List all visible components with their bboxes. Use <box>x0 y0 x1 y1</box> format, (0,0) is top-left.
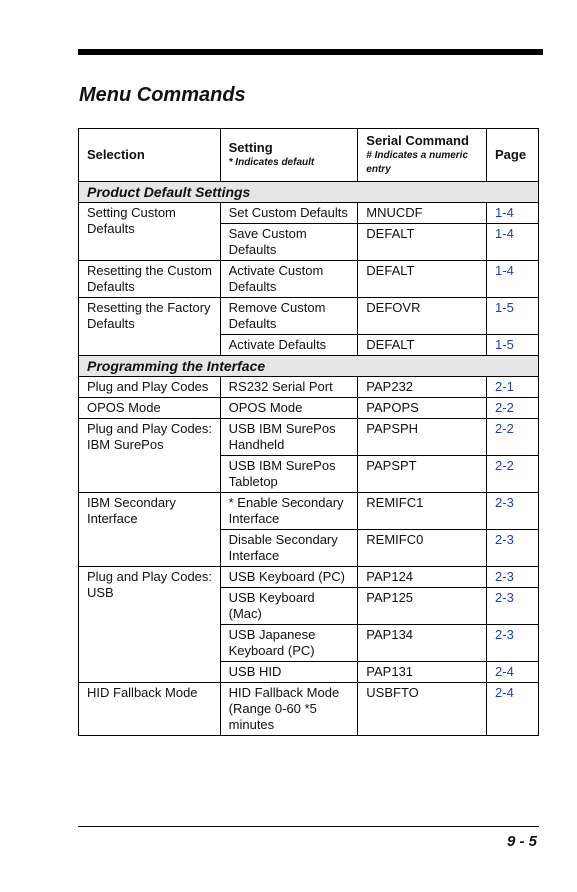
page-link[interactable]: 1-4 <box>487 261 539 298</box>
page-link[interactable]: 2-3 <box>487 493 539 530</box>
table-row <box>79 261 539 298</box>
setting-cell: USB Keyboard (PC) <box>220 567 358 588</box>
setting-cell: USB HID <box>220 662 358 683</box>
serial-command-cell: REMIFC1 <box>358 493 487 530</box>
menu-commands-table <box>78 128 539 736</box>
header-setting <box>220 129 358 182</box>
setting-cell: RS232 Serial Port <box>220 377 358 398</box>
serial-command-cell: PAP134 <box>358 625 487 662</box>
selection-cell: OPOS Mode <box>79 398 221 419</box>
page-link[interactable]: 2-2 <box>487 398 539 419</box>
setting-cell: Save Custom Defaults <box>220 224 358 261</box>
table-body <box>79 182 539 736</box>
page-link[interactable]: 2-3 <box>487 567 539 588</box>
page-link[interactable]: 2-3 <box>487 530 539 567</box>
serial-command-cell: PAPSPH <box>358 419 487 456</box>
section-header-row <box>79 356 539 377</box>
header-page: Page <box>487 129 539 182</box>
page-link[interactable]: 2-4 <box>487 662 539 683</box>
page-number: 9 - 5 <box>506 833 537 850</box>
header-serial-label: Serial Command <box>366 133 469 148</box>
serial-command-cell: MNUCDF <box>358 203 487 224</box>
page-link[interactable]: 2-1 <box>487 377 539 398</box>
selection-cell: Plug and Play Codes <box>79 377 221 398</box>
selection-cell: Setting Custom Defaults <box>79 203 221 261</box>
setting-cell: USB Japanese Keyboard (PC) <box>220 625 358 662</box>
setting-cell: Disable Secondary Interface <box>220 530 358 567</box>
setting-cell: Set Custom Defaults <box>220 203 358 224</box>
selection-cell: Plug and Play Codes: USB <box>79 567 221 683</box>
table-row <box>79 398 539 419</box>
setting-cell: HID Fallback Mode (Range 0-60 *5 minutes <box>220 683 358 736</box>
selection-cell: IBM Secondary Interface <box>79 493 221 567</box>
selection-cell: HID Fallback Mode <box>79 683 221 736</box>
setting-cell: OPOS Mode <box>220 398 358 419</box>
serial-command-cell: REMIFC0 <box>358 530 487 567</box>
page-link[interactable]: 2-3 <box>487 588 539 625</box>
page-link[interactable]: 1-4 <box>487 224 539 261</box>
setting-cell: Activate Custom Defaults <box>220 261 358 298</box>
table-row <box>79 203 539 224</box>
table-row <box>79 298 539 335</box>
serial-command-cell: PAP124 <box>358 567 487 588</box>
header-selection: Selection <box>79 129 221 182</box>
page-link[interactable]: 1-4 <box>487 203 539 224</box>
serial-command-cell: USBFTO <box>358 683 487 736</box>
table-row <box>79 567 539 588</box>
page-link[interactable]: 2-4 <box>487 683 539 736</box>
setting-cell: Activate Defaults <box>220 335 358 356</box>
header-setting-note: * Indicates default <box>228 157 315 168</box>
serial-command-cell: DEFALT <box>358 335 487 356</box>
table-row <box>79 419 539 456</box>
section-header-row <box>79 182 539 203</box>
table-header-row <box>79 129 539 182</box>
header-serial-note: # Indicates a numeric entry <box>366 150 469 175</box>
setting-cell: * Enable Secondary Interface <box>220 493 358 530</box>
serial-command-cell: PAP131 <box>358 662 487 683</box>
page-link[interactable]: 2-3 <box>487 625 539 662</box>
table-row <box>79 683 539 736</box>
section-title: Programming the Interface <box>79 356 539 377</box>
serial-command-cell: PAPSPT <box>358 456 487 493</box>
page-title: Menu Commands <box>79 84 246 106</box>
serial-command-cell: PAP232 <box>358 377 487 398</box>
table-row <box>79 493 539 530</box>
bottom-rule <box>78 826 539 827</box>
setting-cell: Remove Custom Defaults <box>220 298 358 335</box>
serial-command-cell: DEFALT <box>358 224 487 261</box>
table-row <box>79 377 539 398</box>
setting-cell: USB IBM SurePos Tabletop <box>220 456 358 493</box>
serial-command-cell: PAP125 <box>358 588 487 625</box>
header-setting-label: Setting <box>228 140 273 155</box>
selection-cell: Resetting the Custom Defaults <box>79 261 221 298</box>
top-rule <box>78 49 543 55</box>
serial-command-cell: PAPOPS <box>358 398 487 419</box>
page-link[interactable]: 1-5 <box>487 335 539 356</box>
selection-cell: Plug and Play Codes: IBM SurePos <box>79 419 221 493</box>
setting-cell: USB Keyboard (Mac) <box>220 588 358 625</box>
selection-cell: Resetting the Factory Defaults <box>79 298 221 356</box>
page-link[interactable]: 1-5 <box>487 298 539 335</box>
setting-cell: USB IBM SurePos Handheld <box>220 419 358 456</box>
section-title: Product Default Settings <box>79 182 539 203</box>
header-serial-command <box>358 129 487 182</box>
page-link[interactable]: 2-2 <box>487 419 539 456</box>
serial-command-cell: DEFALT <box>358 261 487 298</box>
page-link[interactable]: 2-2 <box>487 456 539 493</box>
serial-command-cell: DEFOVR <box>358 298 487 335</box>
